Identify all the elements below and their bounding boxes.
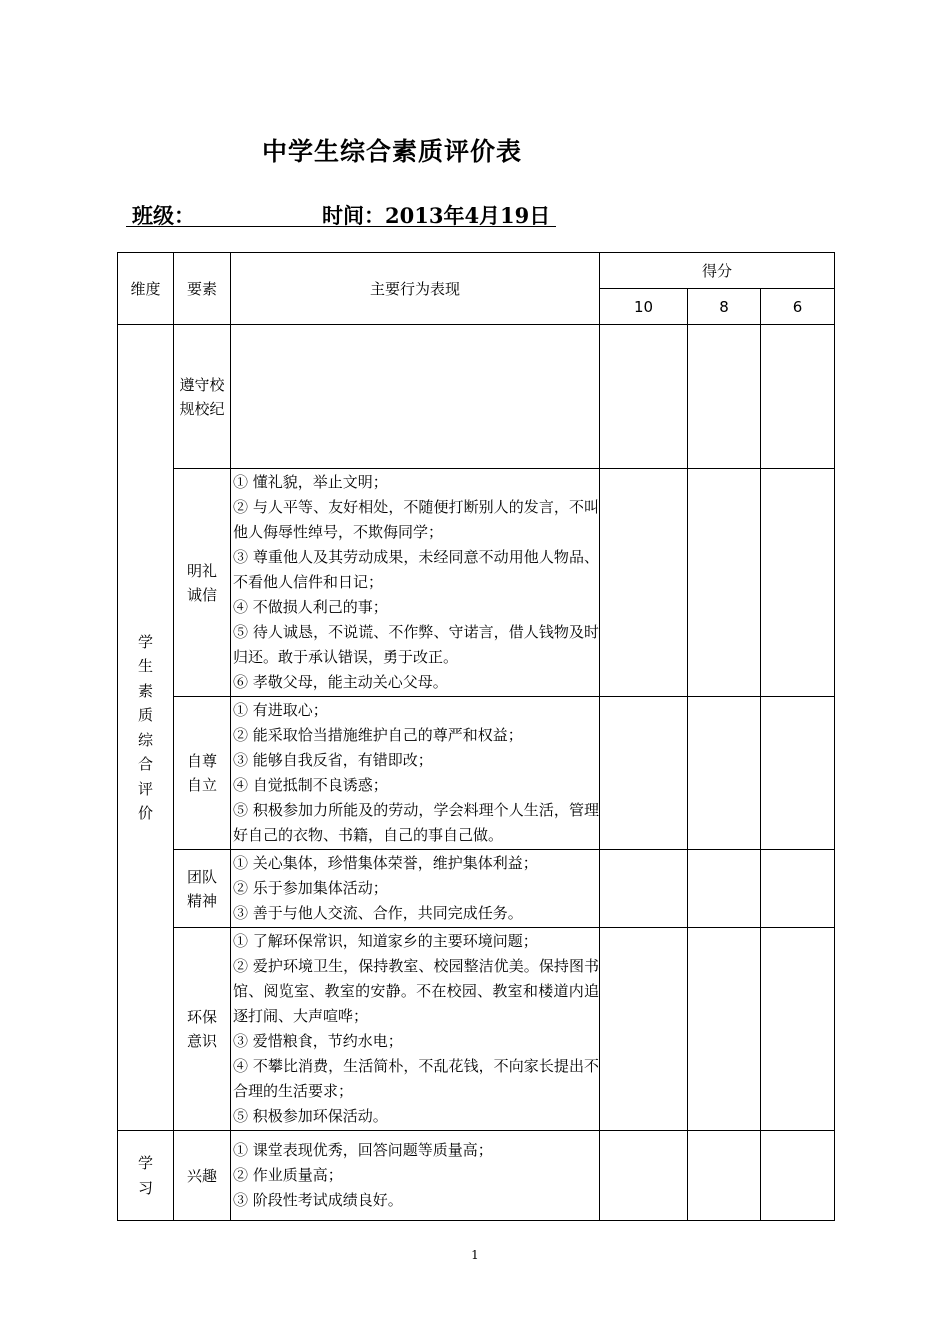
header-dimension: 维度 bbox=[118, 253, 174, 325]
behavior-team-spirit: ① 关心集体，珍惜集体荣誉，维护集体利益； ② 乐于参加集体活动； ③ 善于与他人交流、合作，共同完成任务。 bbox=[231, 850, 600, 928]
score-cell[interactable] bbox=[600, 697, 688, 850]
page-title: 中学生综合素质评价表 bbox=[262, 137, 523, 166]
score-cell[interactable] bbox=[688, 325, 761, 469]
header-score: 得分 bbox=[600, 253, 835, 289]
score-cell[interactable] bbox=[688, 850, 761, 928]
score-cell[interactable] bbox=[761, 325, 835, 469]
behavior-interest: ① 课堂表现优秀，回答问题等质量高； ② 作业质量高； ③ 阶段性考试成绩良好。 bbox=[231, 1131, 600, 1221]
dimension-study: 学 习 bbox=[118, 1131, 174, 1221]
score-cell[interactable] bbox=[761, 697, 835, 850]
header-element: 要素 bbox=[174, 253, 231, 325]
element-courtesy-integrity: 明礼 诚信 bbox=[174, 469, 231, 697]
element-discipline: 遵守校 规校纪 bbox=[174, 325, 231, 469]
score-col-8: 8 bbox=[688, 289, 761, 325]
score-cell[interactable] bbox=[688, 697, 761, 850]
page-number: 1 bbox=[471, 1248, 479, 1262]
dimension-student-quality: 学 生 素 质 综 合 评 价 bbox=[118, 325, 174, 1131]
behavior-discipline bbox=[231, 325, 600, 469]
date-label: 时间：2013年4月19日 bbox=[322, 203, 551, 228]
score-cell[interactable] bbox=[600, 1131, 688, 1221]
behavior-courtesy-integrity: ① 懂礼貌，举止文明； ② 与人平等、友好相处，不随便打断别人的发言，不叫他人侮辱性绰号，不欺侮同学； ③ 尊重他人及其劳动成果，未经同意不动用他人物品、不看他人信件和日记； ④ 不做损人利己的事； ⑤ 待人诚恳，不说谎、不作弊、守诺言，借人钱物及时归还。敢于承认错误，勇于改正。 ⑥ 孝敬父母，能主动关心父母。 bbox=[231, 469, 600, 697]
score-cell[interactable] bbox=[600, 325, 688, 469]
class-label: 班级： bbox=[132, 203, 195, 228]
score-cell[interactable] bbox=[761, 1131, 835, 1221]
score-cell[interactable] bbox=[688, 1131, 761, 1221]
score-cell[interactable] bbox=[688, 469, 761, 697]
score-col-10: 10 bbox=[600, 289, 688, 325]
score-cell[interactable] bbox=[600, 928, 688, 1131]
score-cell[interactable] bbox=[761, 850, 835, 928]
form-meta bbox=[126, 198, 556, 227]
score-cell[interactable] bbox=[761, 469, 835, 697]
header-behavior: 主要行为表现 bbox=[231, 253, 600, 325]
score-cell[interactable] bbox=[600, 850, 688, 928]
behavior-environment: ① 了解环保常识，知道家乡的主要环境问题； ② 爱护环境卫生，保持教室、校园整洁优美。保持图书馆、阅览室、教室的安静。不在校园、教室和楼道内追逐打闹、大声喧哗； ③ 爱惜粮食，节约水电； ④ 不攀比消费，生活简朴，不乱花钱，不向家长提出不合理的生活要求； ⑤ 积极参加环保活动。 bbox=[231, 928, 600, 1131]
score-cell[interactable] bbox=[761, 928, 835, 1131]
evaluation-table bbox=[117, 252, 835, 1221]
element-self-respect: 自尊 自立 bbox=[174, 697, 231, 850]
behavior-self-respect: ① 有进取心； ② 能采取恰当措施维护自己的尊严和权益； ③ 能够自我反省，有错即改； ④ 自觉抵制不良诱惑； ⑤ 积极参加力所能及的劳动，学会料理个人生活，管理好自己的衣物、书籍，自己的事自己做。 bbox=[231, 697, 600, 850]
element-interest: 兴趣 bbox=[174, 1131, 231, 1221]
score-col-6: 6 bbox=[761, 289, 835, 325]
element-team-spirit: 团队 精神 bbox=[174, 850, 231, 928]
score-cell[interactable] bbox=[600, 469, 688, 697]
score-cell[interactable] bbox=[688, 928, 761, 1131]
element-environment: 环保 意识 bbox=[174, 928, 231, 1131]
